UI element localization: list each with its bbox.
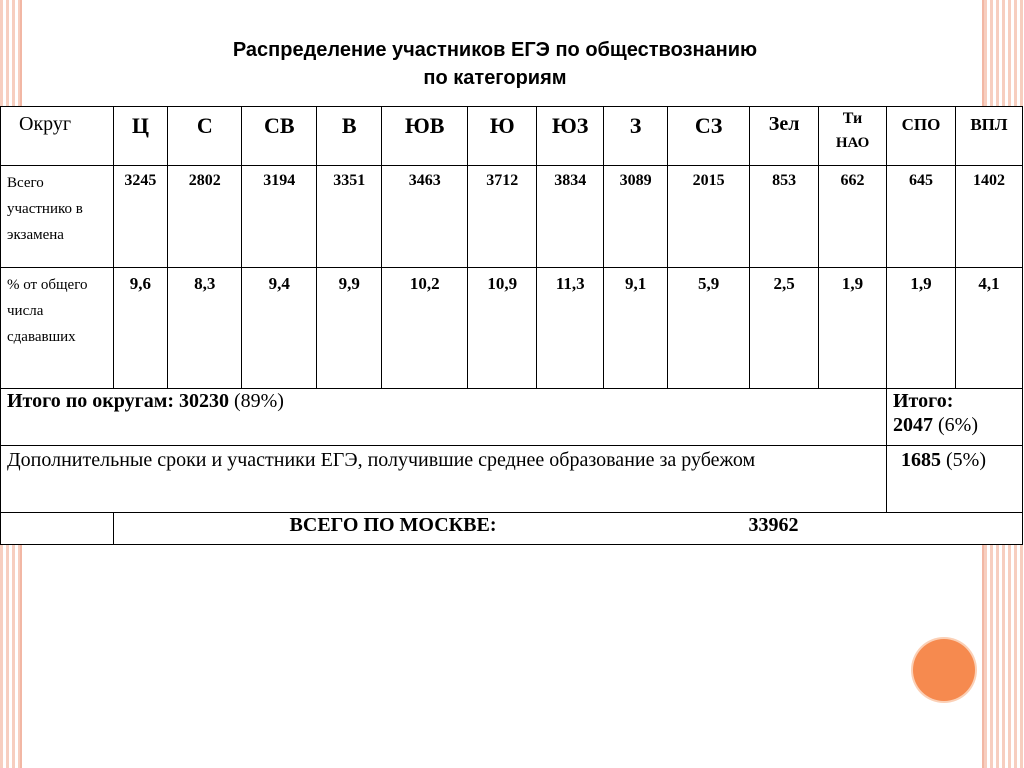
header-col-vpl: ВПЛ	[955, 107, 1022, 166]
table-cell: 3712	[468, 166, 537, 268]
header-col: СВ	[242, 107, 317, 166]
table-cell: 2015	[668, 166, 750, 268]
table-cell: 9,1	[604, 268, 668, 389]
header-col: ЮВ	[382, 107, 468, 166]
row-label-percent: % от общего числа сдававших	[1, 268, 114, 389]
table-cell: 1402	[955, 166, 1022, 268]
table-cell: 9,4	[242, 268, 317, 389]
table-cell: 662	[819, 166, 887, 268]
header-col: ЮЗ	[537, 107, 604, 166]
table-cell: 3194	[242, 166, 317, 268]
table-cell: 3351	[317, 166, 382, 268]
participants-table	[0, 106, 1023, 545]
table-cell: 3463	[382, 166, 468, 268]
header-col: С	[168, 107, 242, 166]
table-cell: 853	[750, 166, 819, 268]
table-row-grand-total	[1, 513, 1023, 545]
extra-value: 1685	[901, 449, 941, 471]
title-line-1: Распределение участников ЕГЭ по обществознанию	[232, 39, 758, 61]
header-okrug: Округ	[1, 107, 114, 166]
row-label-participants: Всего участнико в экзамена	[1, 166, 114, 268]
header-col: Ц	[113, 107, 168, 166]
table-cell: 11,3	[537, 268, 604, 389]
table-cell: 3245	[113, 166, 168, 268]
table-cell: 3834	[537, 166, 604, 268]
table-cell: 8,3	[168, 268, 242, 389]
totals-districts-value: 30230	[178, 390, 229, 412]
extra-pct: (5%)	[946, 449, 986, 471]
table-cell: 2802	[168, 166, 242, 268]
extra-value-cell	[887, 446, 1023, 513]
table-row-percent	[1, 268, 1023, 389]
header-col-tinao	[819, 107, 887, 166]
grand-total-value: 33962	[748, 514, 799, 536]
table-row-extra	[1, 446, 1023, 513]
totals-other-label: Итого:	[893, 390, 954, 412]
extra-label: Дополнительные сроки и участники ЕГЭ, получившие среднее образование за рубежом	[1, 446, 887, 513]
header-tinao-line2: НАО	[835, 135, 870, 151]
table-cell: 1,9	[819, 268, 887, 389]
totals-districts-label: Итого по округам:	[7, 390, 174, 412]
totals-other-cell	[887, 389, 1023, 446]
header-col: Зел	[750, 107, 819, 166]
table-cell: 9,6	[113, 268, 168, 389]
grand-empty-cell	[1, 513, 114, 545]
slide-title	[0, 36, 1000, 92]
header-col: З	[604, 107, 668, 166]
totals-districts-pct: (89%)	[233, 390, 284, 412]
table-cell: 3089	[604, 166, 668, 268]
header-row	[1, 107, 1023, 166]
table-cell: 5,9	[668, 268, 750, 389]
grand-total-cell	[113, 513, 1022, 545]
table-cell: 10,9	[468, 268, 537, 389]
table-cell: 1,9	[887, 268, 956, 389]
table-row-participants	[1, 166, 1023, 268]
table-cell: 10,2	[382, 268, 468, 389]
totals-other-value: 2047	[893, 414, 933, 436]
totals-other-line	[893, 413, 1016, 437]
title-line-2: по категориям	[423, 67, 567, 89]
header-col-spo: СПО	[887, 107, 956, 166]
table-cell: 645	[887, 166, 956, 268]
table-cell: 4,1	[955, 268, 1022, 389]
header-col: Ю	[468, 107, 537, 166]
header-col: СЗ	[668, 107, 750, 166]
totals-other-pct: (6%)	[938, 414, 978, 436]
grand-total-label: ВСЕГО ПО МОСКВЕ:	[289, 514, 497, 536]
table-cell: 9,9	[317, 268, 382, 389]
header-col: В	[317, 107, 382, 166]
decorative-circle	[913, 639, 975, 701]
header-tinao-line1: Ти	[842, 110, 863, 127]
table-row-totals	[1, 389, 1023, 446]
table-cell: 2,5	[750, 268, 819, 389]
totals-districts-cell	[1, 389, 887, 446]
